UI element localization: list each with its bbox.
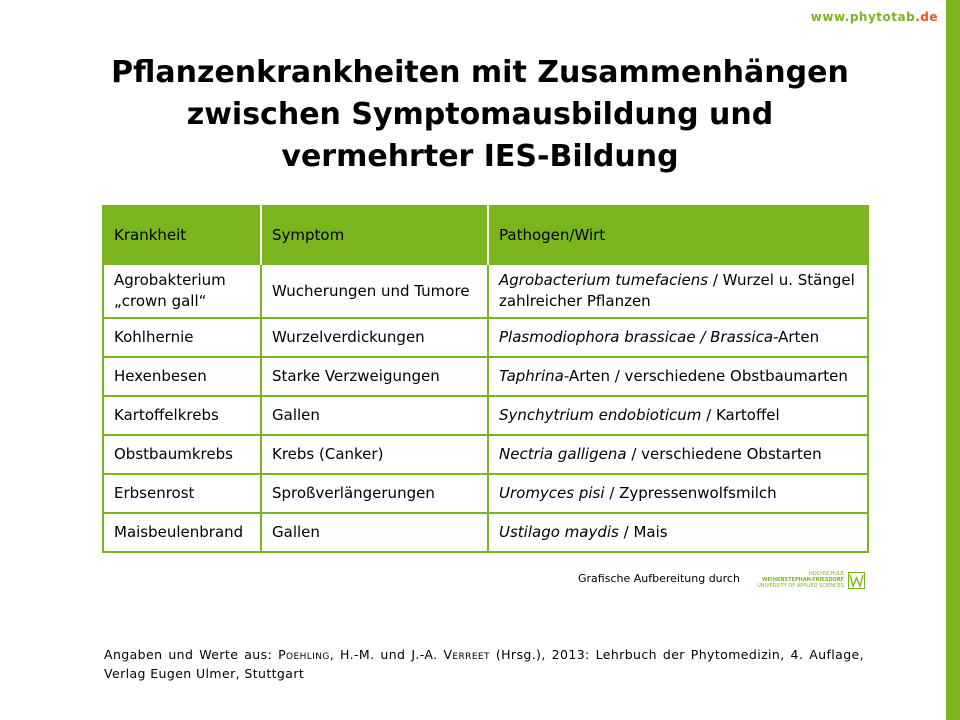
title-line-2: zwischen Symptomausbildung und xyxy=(186,97,774,132)
pathogen-italic: Agrobacterium tumefaciens xyxy=(499,271,709,289)
source-mid: , H.-M. und J.-A. xyxy=(329,647,444,662)
pathogen-italic: Taphrina xyxy=(499,367,564,385)
cell-pathogen xyxy=(488,513,868,552)
cell-symptom: Krebs (Canker) xyxy=(261,435,488,474)
cell-krankheit: Hexenbesen xyxy=(103,357,261,396)
pathogen-rest: / verschiedene Obstarten xyxy=(626,445,822,463)
site-url[interactable] xyxy=(780,10,938,24)
hswt-logo-icon xyxy=(848,572,865,589)
cell-symptom: Starke Verzweigungen xyxy=(261,357,488,396)
source-author-1: Poehling xyxy=(278,647,330,662)
table-row xyxy=(103,357,868,396)
pathogen-rest: / Zypressenwolfsmilch xyxy=(604,484,777,502)
url-prefix: www. xyxy=(810,10,850,24)
header-symptom: Symptom xyxy=(261,206,488,264)
disease-table xyxy=(102,205,869,553)
cell-pathogen xyxy=(488,357,868,396)
header-krankheit: Krankheit xyxy=(103,206,261,264)
cell-krankheit: Kohlhernie xyxy=(103,318,261,357)
cell-pathogen xyxy=(488,396,868,435)
pathogen-rest: -Arten / verschiedene Obstbaumarten xyxy=(563,367,848,385)
url-domain: phytotab xyxy=(849,10,916,24)
table-row xyxy=(103,513,868,552)
cell-krankheit: Maisbeulenbrand xyxy=(103,513,261,552)
title-line-1: Pflanzenkrankheiten mit Zusammenhängen xyxy=(111,55,849,90)
cell-pathogen xyxy=(488,474,868,513)
logo-line-1: HOCHSCHULE xyxy=(809,571,844,577)
page-title xyxy=(60,52,900,178)
table-row xyxy=(103,435,868,474)
title-line-3: vermehrter IES-Bildung xyxy=(281,139,679,174)
pathogen-italic: Uromyces pisi xyxy=(499,484,605,502)
pathogen-rest: / Mais xyxy=(618,523,668,541)
pathogen-italic: Synchytrium endobioticum xyxy=(499,406,702,424)
table-row xyxy=(103,318,868,357)
logo-line-3: UNIVERSITY OF APPLIED SCIENCES xyxy=(757,583,844,589)
source-prefix: Angaben und Werte aus: xyxy=(104,647,279,662)
cell-krankheit: Obstbaumkrebs xyxy=(103,435,261,474)
pathogen-rest: / Kartoffel xyxy=(701,406,780,424)
krankheit-line-1: Agrobakterium xyxy=(114,271,226,289)
table-row xyxy=(103,474,868,513)
cell-symptom: Gallen xyxy=(261,396,488,435)
cell-symptom: Gallen xyxy=(261,513,488,552)
source-rest: (Hrsg.), 2013: Lehrbuch der Phytomedizin, 4. Auflage, Verlag Eugen Ulmer, Stuttgart xyxy=(104,647,864,681)
logo-line-2: WEIHENSTEPHAN-TRIESDORF xyxy=(761,577,844,583)
table-row xyxy=(103,396,868,435)
url-tld: .de xyxy=(915,10,938,24)
cell-krankheit: Erbsenrost xyxy=(103,474,261,513)
source-author-2: Verreet xyxy=(443,647,490,662)
pathogen-italic: Ustilago maydis xyxy=(499,523,619,541)
accent-bar xyxy=(946,0,960,720)
krankheit-line-2: „crown gall“ xyxy=(114,292,207,310)
graphic-credit: Grafische Aufbereitung durch xyxy=(578,572,740,585)
pathogen-italic: Nectria galligena xyxy=(499,445,627,463)
cell-pathogen xyxy=(488,318,868,357)
source-citation xyxy=(104,645,864,683)
cell-symptom: Wurzelverdickungen xyxy=(261,318,488,357)
cell-pathogen xyxy=(488,264,868,318)
cell-krankheit xyxy=(103,264,261,318)
table-row xyxy=(103,264,868,318)
cell-symptom: Sproßverlängerungen xyxy=(261,474,488,513)
pathogen-italic: Plasmodiophora brassicae / Brassica xyxy=(499,328,774,346)
pathogen-rest: -Arten xyxy=(773,328,820,346)
university-logo xyxy=(752,571,867,591)
logo-text xyxy=(752,571,844,589)
table-header-row xyxy=(103,206,868,264)
cell-krankheit: Kartoffelkrebs xyxy=(103,396,261,435)
cell-pathogen xyxy=(488,435,868,474)
cell-symptom: Wucherungen und Tumore xyxy=(261,264,488,318)
pathogen-rest: / Wurzel u. Stängel zahlreicher Pflanzen xyxy=(499,271,855,310)
header-pathogen: Pathogen/Wirt xyxy=(488,206,868,264)
